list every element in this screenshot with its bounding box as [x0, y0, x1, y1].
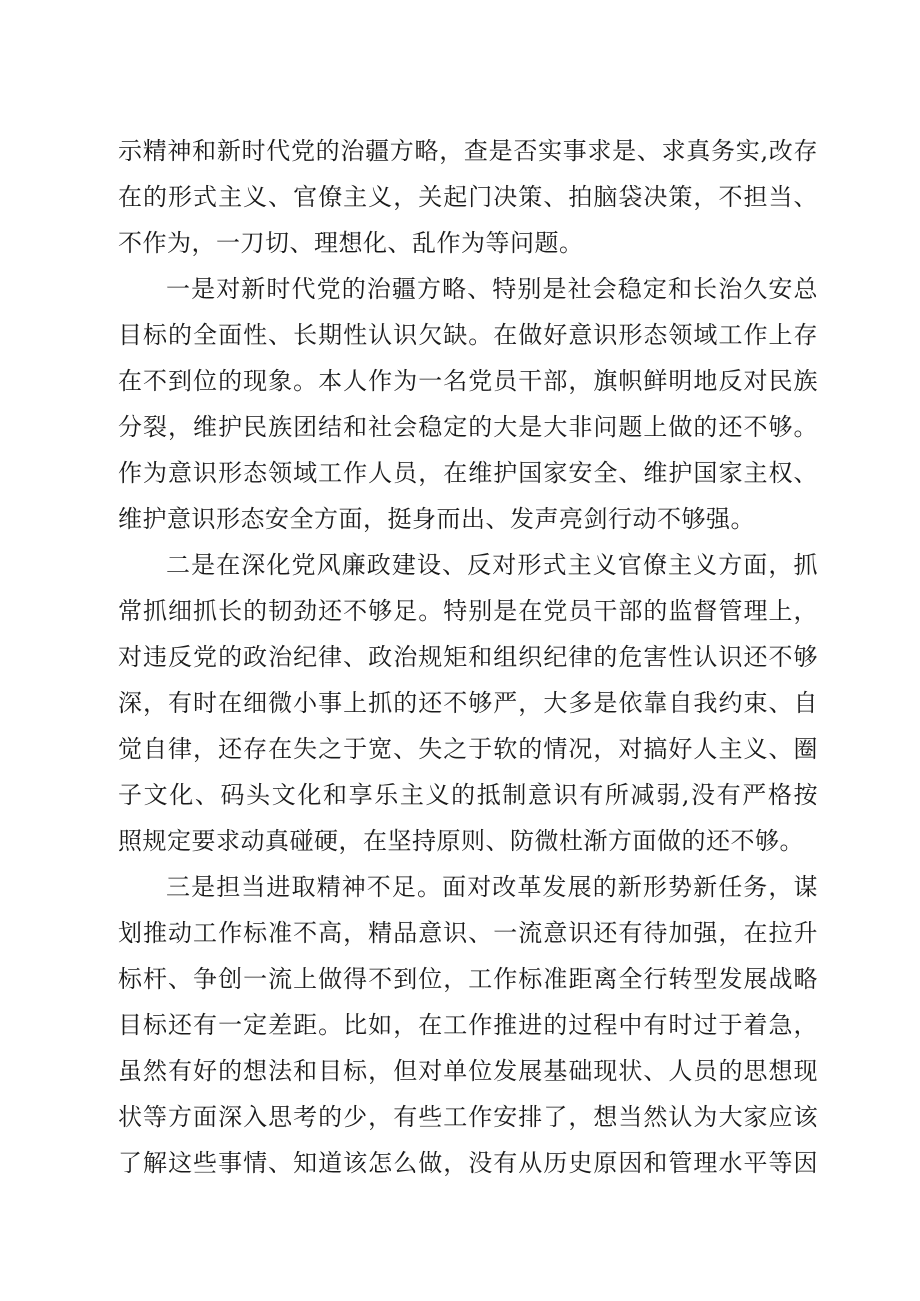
text-line: 在不到位的现象。本人作为一名党员干部，旗帜鲜明地反对民族: [118, 367, 818, 395]
text-line: 划推动工作标准不高，精品意识、一流意识还有待加强，在拉升: [118, 919, 818, 947]
text-line: 标杆、争创一流上做得不到位，工作标准距离全行转型发展战略: [118, 965, 818, 993]
paragraph-point-two: [118, 542, 818, 864]
text-line: 在的形式主义、官僚主义，关起门决策、拍脑袋决策，不担当、: [118, 183, 818, 211]
text-line: 深，有时在细微小事上抓的还不够严，大多是依靠自我约束、自: [118, 689, 818, 717]
paragraph-continuation: [118, 128, 818, 266]
text-line: 虽然有好的想法和目标，但对单位发展基础现状、人员的思想现: [118, 1057, 818, 1085]
text-line: 维护意识形态安全方面，挺身而出、发声亮剑行动不够强。: [118, 505, 755, 533]
text-line: 子文化、码头文化和享乐主义的抵制意识有所减弱,没有严格按: [118, 781, 818, 809]
text-line: 状等方面深入思考的少，有些工作安排了，想当然认为大家应该: [118, 1103, 818, 1131]
text-line: 觉自律，还存在失之于宽、失之于软的情况，对搞好人主义、圈: [118, 735, 818, 763]
document-body: [118, 128, 818, 1186]
text-line: 示精神和新时代党的治疆方略，查是否实事求是、求真务实,改存: [118, 137, 818, 165]
text-line: 一是对新时代党的治疆方略、特别是社会稳定和长治久安总: [166, 275, 818, 303]
text-line: 目标的全面性、长期性认识欠缺。在做好意识形态领域工作上存: [118, 321, 818, 349]
paragraph-point-one: [118, 266, 818, 542]
paragraph-point-three: [118, 864, 818, 1186]
text-line: 不作为，一刀切、理想化、乱作为等问题。: [118, 229, 584, 257]
text-line: 分裂，维护民族团结和社会稳定的大是大非问题上做的还不够。: [118, 413, 818, 441]
text-line: 对违反党的政治纪律、政治规矩和组织纪律的危害性认识还不够: [118, 643, 818, 671]
text-line: 目标还有一定差距。比如，在工作推进的过程中有时过于着急，: [118, 1011, 818, 1039]
text-line: 二是在深化党风廉政建设、反对形式主义官僚主义方面，抓: [166, 551, 818, 579]
text-line: 作为意识形态领域工作人员，在维护国家安全、维护国家主权、: [118, 459, 818, 487]
text-line: 三是担当进取精神不足。面对改革发展的新形势新任务，谋: [166, 873, 818, 901]
text-line: 常抓细抓长的韧劲还不够足。特别是在党员干部的监督管理上，: [118, 597, 818, 625]
text-line: 照规定要求动真碰硬，在坚持原则、防微杜渐方面做的还不够。: [118, 827, 804, 855]
text-line: 了解这些事情、知道该怎么做，没有从历史原因和管理水平等因: [118, 1149, 818, 1177]
